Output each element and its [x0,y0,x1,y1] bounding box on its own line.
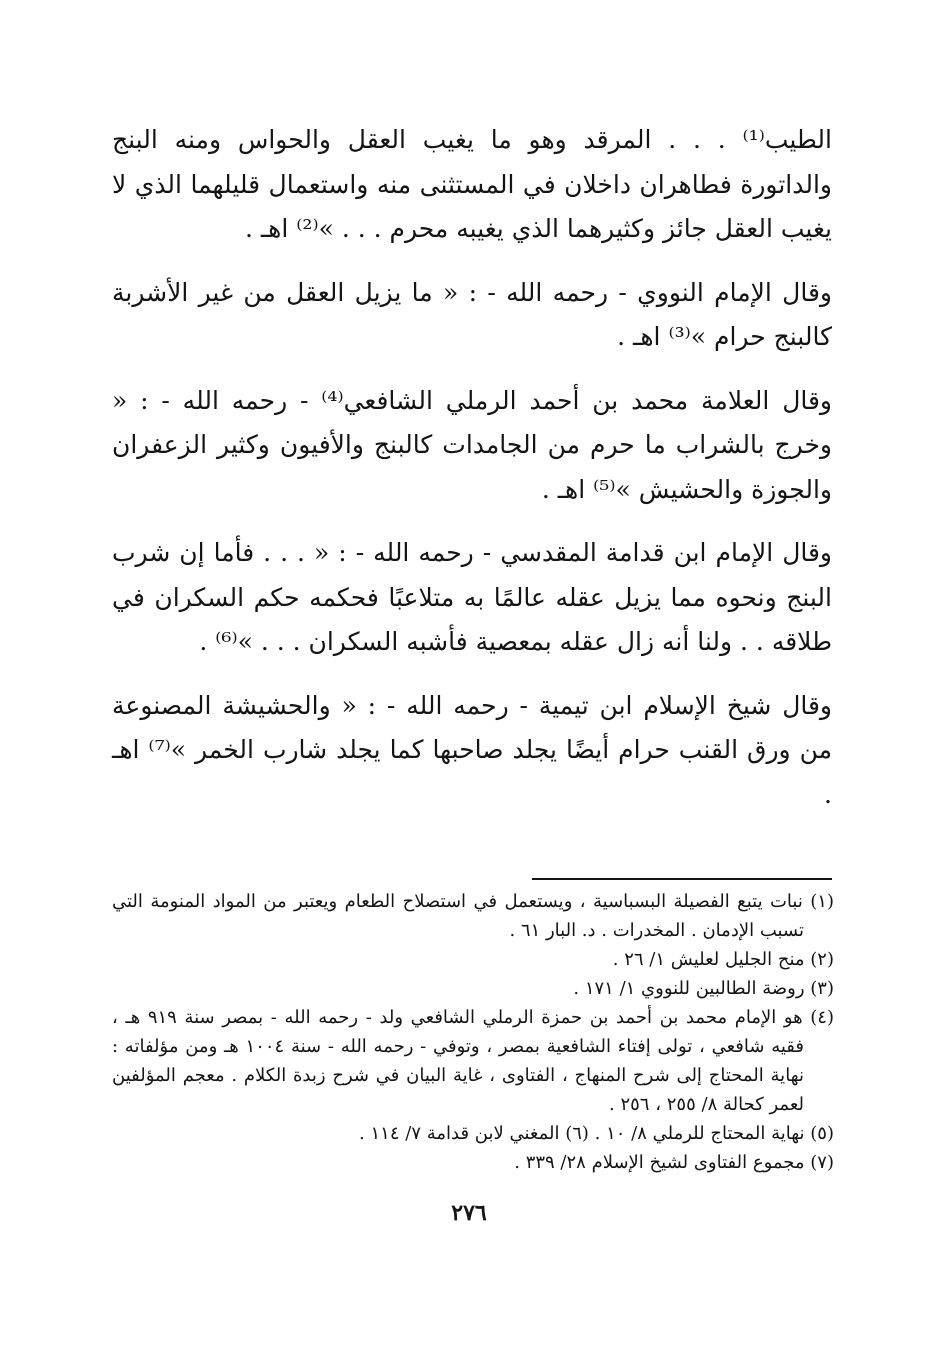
footnote-4: (٤) هو الإمام محمد بن أحمد بن حمزة الرملي الشافعي ولد - رحمه الله - بمصر سنة ٩١٩ هـ ، فقيه شافعي ، تولى إفتاء الشافعية بمصر ، وتوفي - رحمه الله - سنة ١٠٠٤ هـ ومن مؤلفاته : نهاية المحتاج إلى شرح المنهاج ، الفتاوى ، غاية البيان في شرح زبدة الكلام . معجم المؤلفين لعمر كحالة ٨/ ٢٥٥ ، ٢٥٦ . [112,1007,834,1115]
footnotes [112,887,834,1177]
paragraph-3: وقال العلامة محمد بن أحمد الرملي الشافعي⁽⁴⁾ - رحمه الله - : « وخرج بالشراب ما حرم من الجامدات كالبنج والأفيون وكثير الزعفران والجوزة والحشيش »⁽⁵⁾ اهـ . [112,385,832,504]
footnote-3: (٣) روضة الطالبين للنووي ١/ ١٧١ . [573,978,834,999]
paragraph-4: وقال الإمام ابن قدامة المقدسي - رحمه الله - : « . . . فأما إن شرب البنج ونحوه مما يزيل عقله عالمًا به متلاعبًا فحكمه حكم السكران في طلاقه . . ولنا أنه زال عقله بمعصية فأشبه السكران . . . »⁽⁶⁾ . [112,538,832,656]
paragraph-5: وقال شيخ الإسلام ابن تيمية - رحمه الله - : « والحشيشة المصنوعة من ورق القنب حرام أيضًا يجلد صاحبها كما يجلد شارب الخمر »⁽⁷⁾ اهـ . [112,690,832,809]
footnote-1: (١) نبات يتبع الفصيلة البسباسية ، ويستعمل في استصلاح الطعام ويعتبر من المواد المنومة التي تسبب الإدمان . المخدرات . د. البار ٦١ . [112,891,834,941]
main-text [112,118,832,817]
footnote-5-6: (٥) نهاية المحتاج للرملي ٨/ ١٠ . (٦) المغني لابن قدامة ٧/ ١١٤ . [359,1123,834,1144]
footnote-2: (٢) منح الجليل لعليش ١/ ٢٦ . [612,949,834,970]
page-number: ٢٧٦ [451,1200,487,1226]
paragraph-2: وقال الإمام النووي - رحمه الله - : « ما يزيل العقل من غير الأشربة كالبنج حرام »⁽³⁾ اهـ . [112,277,832,351]
footnote-7: (٧) مجموع الفتاوى لشيخ الإسلام ٢٨/ ٣٣٩ . [514,1152,834,1173]
footnote-separator [532,878,832,880]
paragraph-1: الطيب⁽¹⁾ . . . المرقد وهو ما يغيب العقل والحواس ومنه البنج والداتورة فطاهران داخلان في المستثنى منه واستعمال قليلهما الذي لا يغيب العقل جائز وكثيرهما الذي يغيبه محرم . . . »⁽²⁾ اهـ . [112,125,832,243]
